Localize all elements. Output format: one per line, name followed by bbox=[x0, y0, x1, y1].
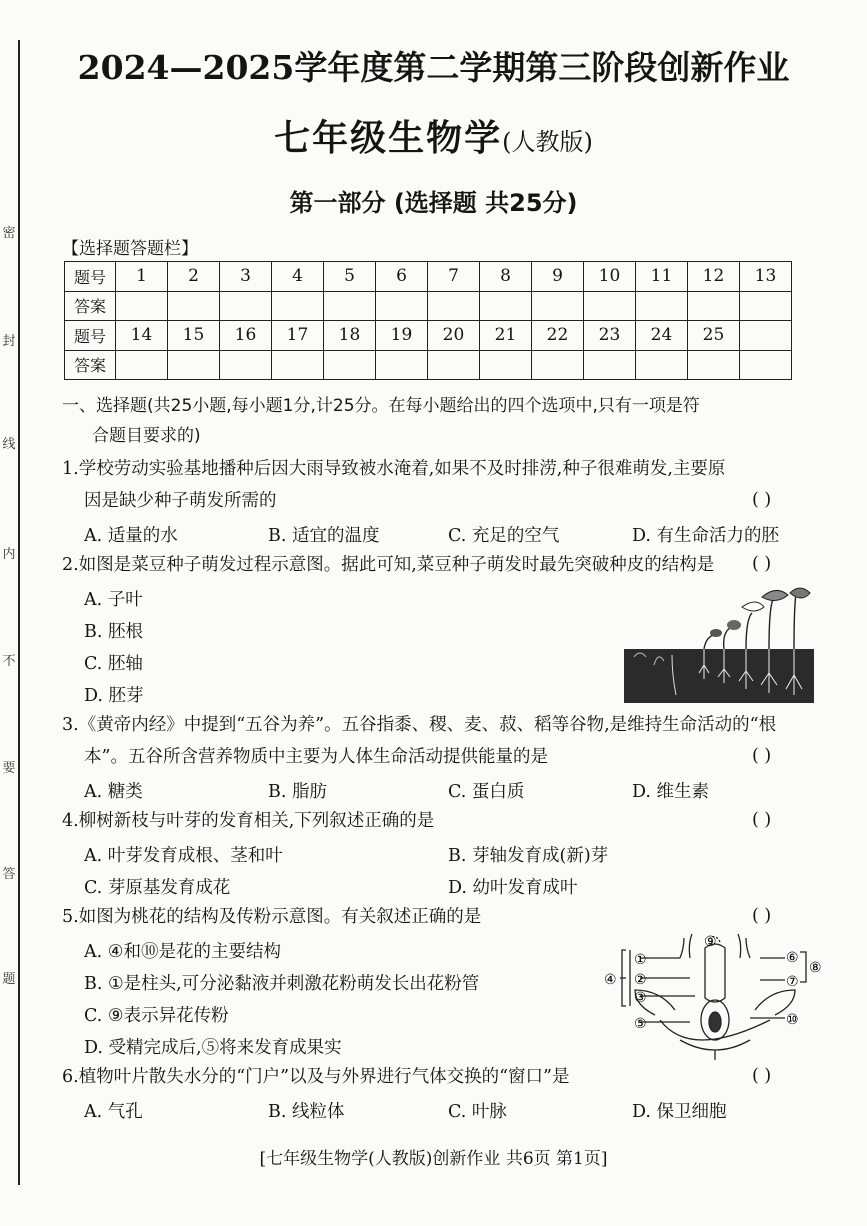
answer-cell[interactable] bbox=[688, 291, 740, 321]
question-number-cell: 17 bbox=[272, 321, 324, 351]
margin-label: 答 bbox=[2, 867, 16, 882]
question-number-cell: 25 bbox=[688, 321, 740, 351]
page-footer: [七年级生物学(人教版)创新作业 共6页 第1页] bbox=[259, 1149, 608, 1169]
option: A. 叶芽发育成根、茎和叶 bbox=[84, 846, 283, 866]
answer-cell[interactable] bbox=[636, 350, 688, 380]
flower-label-6: ⑥ bbox=[786, 950, 799, 966]
table-row bbox=[65, 321, 792, 351]
section-heading: 一、选择题(共25小题,每小题1分,计25分。在每小题给出的四个选项中,只有一项是符 bbox=[62, 396, 700, 416]
question-3-cont: 本”。五谷所含营养物质中主要为人体生命活动提供能量的是 bbox=[84, 747, 548, 767]
answer-cell[interactable] bbox=[480, 291, 532, 321]
margin-label: 密 bbox=[2, 226, 16, 241]
option: A. 糖类 bbox=[84, 782, 143, 802]
option: B. 芽轴发育成(新)芽 bbox=[448, 846, 609, 866]
option: C. 蛋白质 bbox=[448, 782, 525, 802]
question-number-cell: 19 bbox=[376, 321, 428, 351]
option: B. ①是柱头,可分泌黏液并刺激花粉萌发长出花粉管 bbox=[84, 974, 480, 994]
edition: (人教版) bbox=[502, 128, 593, 156]
flower-label-9: ⑨ bbox=[704, 934, 717, 950]
question-1: 1.学校劳动实验基地播种后因大雨导致被水淹着,如果不及时排涝,种子很难萌发,主要原 bbox=[62, 459, 726, 479]
part-title: 第一部分 (选择题 共25分) bbox=[289, 189, 578, 217]
option: C. 芽原基发育成花 bbox=[84, 878, 231, 898]
answer-cell[interactable] bbox=[532, 291, 584, 321]
question-3: 3.《黄帝内经》中提到“五谷为养”。五谷指黍、稷、麦、菽、稻等谷物,是维持生命活动的“根 bbox=[62, 715, 777, 735]
option: B. 胚根 bbox=[84, 622, 143, 642]
answer-cell[interactable] bbox=[740, 350, 792, 380]
answer-cell[interactable] bbox=[532, 350, 584, 380]
answer-cell[interactable] bbox=[272, 291, 324, 321]
table-header-cell: 题号 bbox=[65, 321, 116, 351]
answer-paren[interactable]: ( ) bbox=[752, 1066, 772, 1086]
answer-paren[interactable]: ( ) bbox=[752, 490, 772, 510]
option: C. 胚轴 bbox=[84, 654, 143, 674]
answer-cell[interactable] bbox=[584, 291, 636, 321]
answer-cell[interactable] bbox=[116, 350, 168, 380]
table-row bbox=[65, 291, 792, 321]
question-6: 6.植物叶片散失水分的“门户”以及与外界进行气体交换的“窗口”是 bbox=[62, 1067, 570, 1087]
answer-cell[interactable] bbox=[636, 291, 688, 321]
question-number-cell: 2 bbox=[168, 262, 220, 292]
answer-table bbox=[64, 261, 792, 380]
peach-flower-figure bbox=[600, 930, 825, 1060]
flower-label-4: ④ bbox=[604, 972, 617, 988]
answer-paren[interactable]: ( ) bbox=[752, 906, 772, 926]
table-header-cell: 题号 bbox=[65, 262, 116, 292]
option: A. ④和⑩是花的主要结构 bbox=[84, 942, 281, 962]
question-number-cell: 1 bbox=[116, 262, 168, 292]
option: D. 有生命活力的胚 bbox=[632, 526, 780, 546]
margin-label: 内 bbox=[2, 547, 16, 562]
bean-germination-figure bbox=[624, 585, 814, 703]
option: A. 子叶 bbox=[84, 590, 143, 610]
question-number-cell: 24 bbox=[636, 321, 688, 351]
answer-cell[interactable] bbox=[584, 350, 636, 380]
flower-label-7: ⑦ bbox=[786, 974, 799, 990]
answer-table-label: 【选择题答题栏】 bbox=[62, 239, 198, 259]
table-row bbox=[65, 262, 792, 292]
option: B. 线粒体 bbox=[268, 1102, 345, 1122]
question-5: 5.如图为桃花的结构及传粉示意图。有关叙述正确的是 bbox=[62, 907, 482, 927]
question-number-cell: 18 bbox=[324, 321, 376, 351]
flower-label-8: ⑧ bbox=[809, 960, 822, 976]
option: D. 幼叶发育成叶 bbox=[448, 878, 578, 898]
question-number-cell: 13 bbox=[740, 262, 792, 292]
question-number-cell: 21 bbox=[480, 321, 532, 351]
question-number-cell: 3 bbox=[220, 262, 272, 292]
answer-cell[interactable] bbox=[428, 350, 480, 380]
option: C. ⑨表示异花传粉 bbox=[84, 1006, 229, 1026]
subject-title bbox=[0, 110, 867, 161]
answer-cell[interactable] bbox=[220, 350, 272, 380]
exam-title: 2024—2025学年度第二学期第三阶段创新作业 bbox=[77, 48, 790, 87]
question-number-cell: 16 bbox=[220, 321, 272, 351]
table-header-cell: 答案 bbox=[65, 291, 116, 321]
question-number-cell: 11 bbox=[636, 262, 688, 292]
answer-cell[interactable] bbox=[116, 291, 168, 321]
option: D. 保卫细胞 bbox=[632, 1102, 727, 1122]
margin-label: 线 bbox=[2, 437, 16, 452]
question-number-cell: 23 bbox=[584, 321, 636, 351]
question-4: 4.柳树新枝与叶芽的发育相关,下列叙述正确的是 bbox=[62, 811, 435, 831]
answer-cell[interactable] bbox=[168, 291, 220, 321]
flower-label-1: ① bbox=[634, 952, 647, 968]
option: D. 胚芽 bbox=[84, 686, 144, 706]
question-number-cell: 14 bbox=[116, 321, 168, 351]
question-number-cell: 15 bbox=[168, 321, 220, 351]
flower-label-2: ② bbox=[634, 972, 647, 988]
margin-label: 不 bbox=[2, 654, 16, 669]
option: D. 维生素 bbox=[632, 782, 710, 802]
option: A. 气孔 bbox=[84, 1102, 143, 1122]
option: B. 脂肪 bbox=[268, 782, 327, 802]
option: C. 充足的空气 bbox=[448, 526, 560, 546]
answer-paren[interactable]: ( ) bbox=[752, 746, 772, 766]
question-number-cell: 4 bbox=[272, 262, 324, 292]
answer-cell[interactable] bbox=[324, 291, 376, 321]
answer-cell[interactable] bbox=[376, 350, 428, 380]
question-1-cont: 因是缺少种子萌发所需的 bbox=[84, 491, 277, 511]
question-number-cell: 7 bbox=[428, 262, 480, 292]
table-header-cell: 答案 bbox=[65, 350, 116, 380]
question-number-cell: 10 bbox=[584, 262, 636, 292]
answer-paren[interactable]: ( ) bbox=[752, 810, 772, 830]
option: D. 受精完成后,⑤将来发育成果实 bbox=[84, 1038, 342, 1058]
subject-name: 七年级生物学 bbox=[274, 117, 503, 159]
table-row bbox=[65, 350, 792, 380]
answer-cell[interactable] bbox=[376, 291, 428, 321]
answer-cell[interactable] bbox=[272, 350, 324, 380]
answer-cell[interactable] bbox=[168, 350, 220, 380]
answer-paren[interactable]: ( ) bbox=[752, 554, 772, 574]
option: B. 适宜的温度 bbox=[268, 526, 380, 546]
flower-label-5: ⑤ bbox=[634, 1016, 647, 1032]
answer-cell[interactable] bbox=[324, 350, 376, 380]
question-number-cell bbox=[740, 321, 792, 351]
margin-label: 封 bbox=[2, 334, 16, 349]
question-number-cell: 20 bbox=[428, 321, 480, 351]
flower-label-10: ⑩ bbox=[786, 1012, 799, 1028]
question-number-cell: 8 bbox=[480, 262, 532, 292]
option: C. 叶脉 bbox=[448, 1102, 507, 1122]
answer-cell[interactable] bbox=[428, 291, 480, 321]
question-number-cell: 5 bbox=[324, 262, 376, 292]
flower-label-3: ③ bbox=[634, 990, 647, 1006]
question-number-cell: 6 bbox=[376, 262, 428, 292]
question-number-cell: 12 bbox=[688, 262, 740, 292]
answer-cell[interactable] bbox=[740, 291, 792, 321]
question-2: 2.如图是菜豆种子萌发过程示意图。据此可知,菜豆种子萌发时最先突破种皮的结构是 bbox=[62, 555, 715, 575]
section-heading-cont: 合题目要求的) bbox=[92, 426, 201, 446]
question-number-cell: 22 bbox=[532, 321, 584, 351]
option: A. 适量的水 bbox=[84, 526, 178, 546]
answer-cell[interactable] bbox=[220, 291, 272, 321]
answer-cell[interactable] bbox=[480, 350, 532, 380]
margin-label: 要 bbox=[2, 761, 16, 776]
question-number-cell: 9 bbox=[532, 262, 584, 292]
margin-label: 题 bbox=[2, 972, 16, 987]
answer-cell[interactable] bbox=[688, 350, 740, 380]
